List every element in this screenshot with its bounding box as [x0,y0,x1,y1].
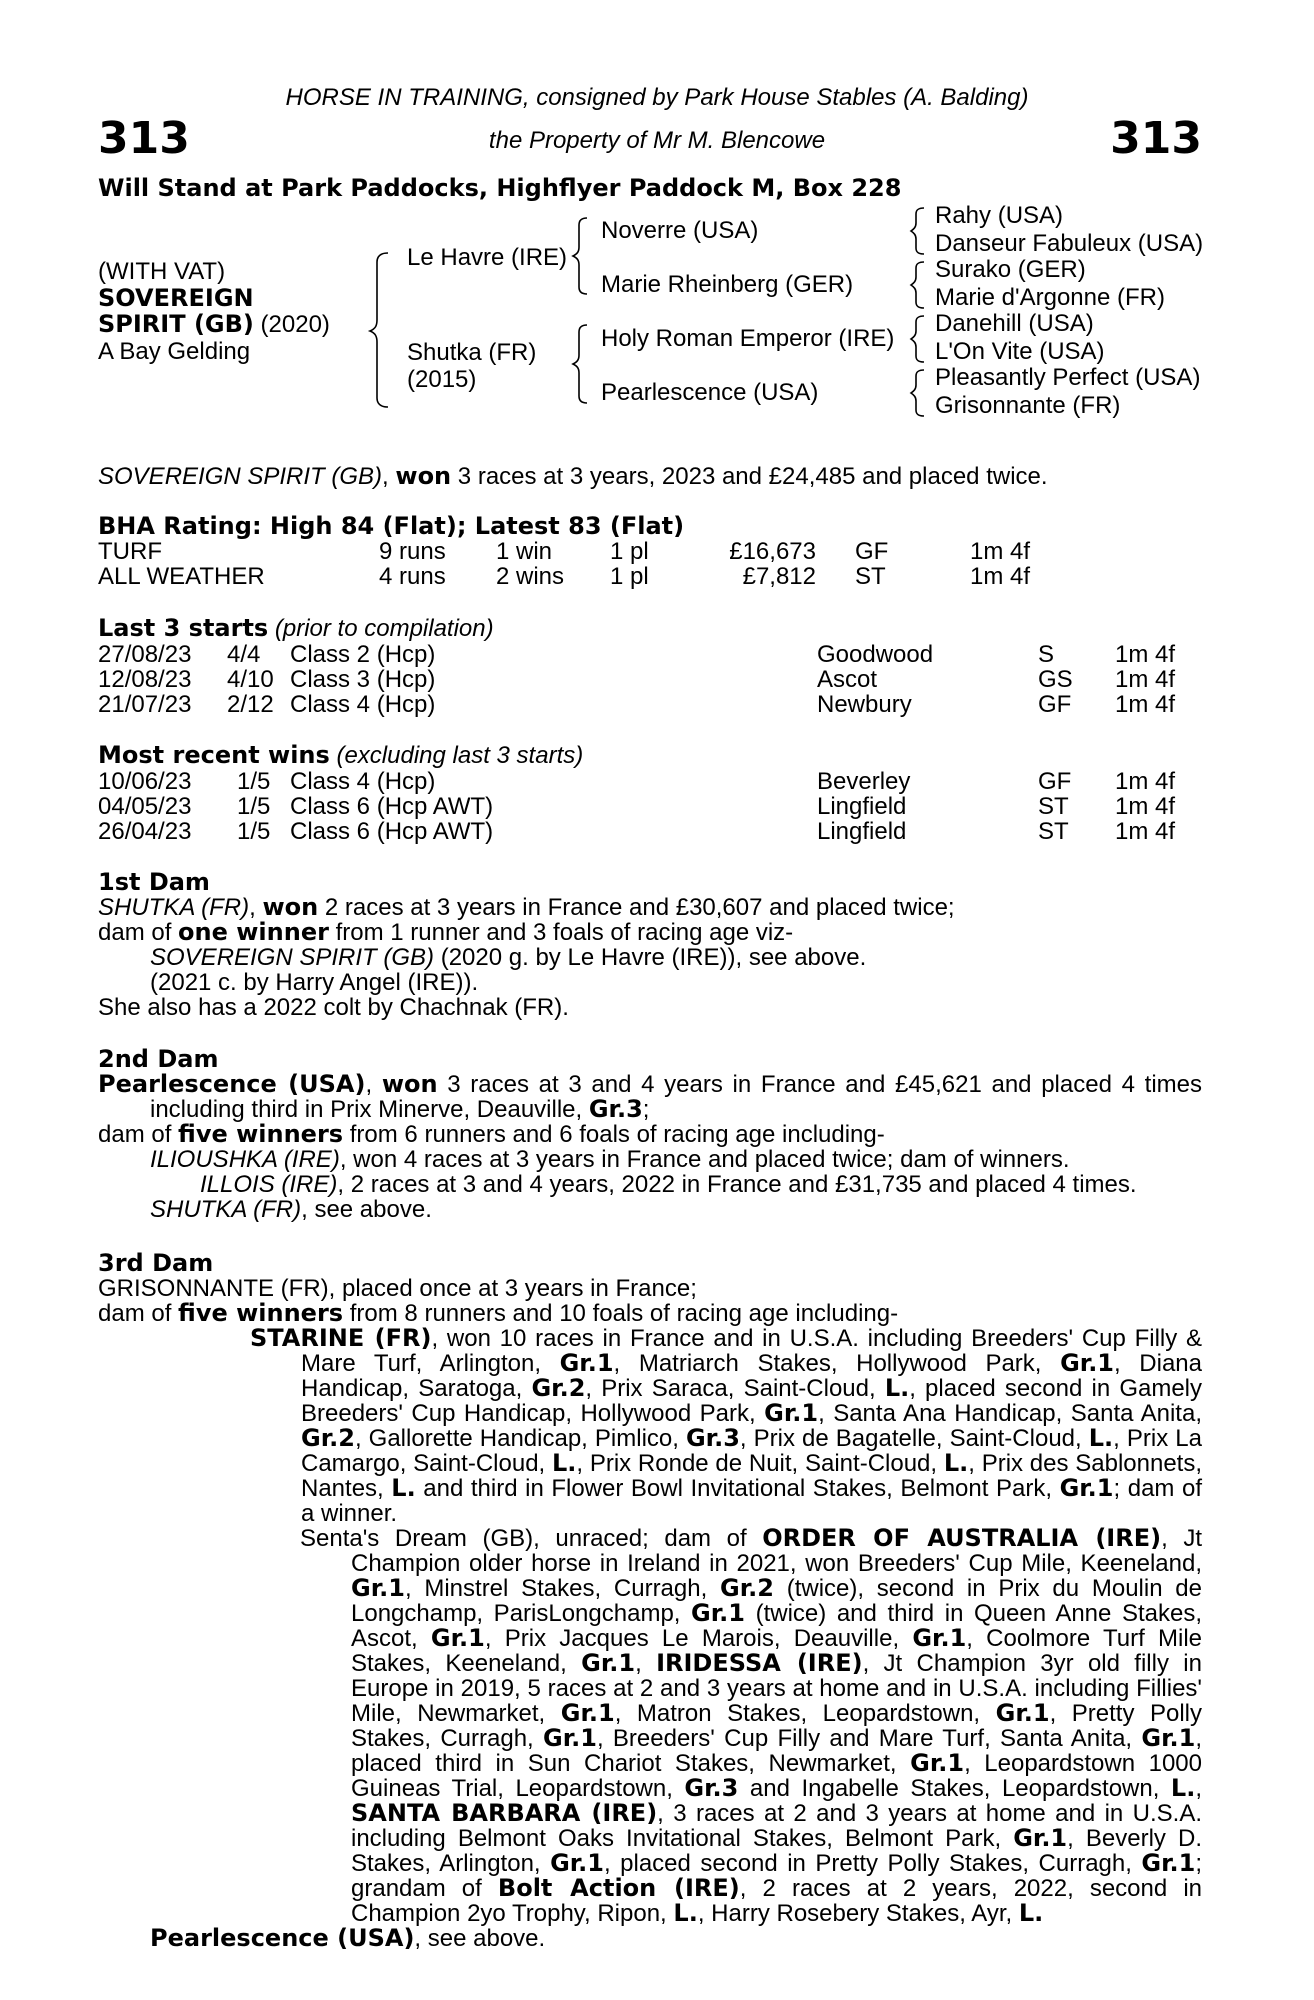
text: dam of [98,1300,179,1327]
going: S [1038,641,1055,668]
won-label: won [381,1070,438,1098]
runs: 9 runs [379,538,446,565]
bold-run: Gr.3 [685,1424,740,1452]
dam-dam: Pearlescence (USA) [601,379,819,406]
bold-run: Gr.1 [1141,1849,1196,1877]
text-run: , Prix La Camargo, Saint-Cloud, [301,1425,1202,1477]
race-class: Class 4 (Hcp) [290,691,436,718]
going: GF [1038,691,1072,718]
text-run: and third in Flower Bowl Invitational Stakes, Belmont Park, [415,1475,1060,1502]
prize: £16,673 [729,538,816,565]
bold-run: Gr.2 [531,1374,586,1402]
recent-title: Most recent wins [98,741,330,769]
won-label: won [262,893,319,921]
gen3-4: Marie d'Argonne (FR) [935,284,1165,311]
text-run: , Coolmore Turf Mile Stakes, Keeneland, [351,1625,1202,1677]
position: 2/12 [227,691,274,718]
rating-row-turf [98,539,1198,564]
senta-entry [98,1526,1202,1926]
gen3-1: Rahy (USA) [935,202,1064,229]
bold-run: L. [943,1449,969,1477]
produce-note: She also has a 2022 colt by Chachnak (FR). [98,994,569,1021]
dam-year: (2015) [407,366,477,393]
text-run: , Prix Ronde de Nuit, Saint-Cloud, [576,1450,944,1477]
recent-row [98,819,1198,844]
bold-run: Gr.1 [543,1724,597,1752]
text-run: , Matron Stakes, Leopardstown, [614,1700,996,1727]
text-run: , Gallorette Handicap, Pimlico, [354,1425,686,1452]
race-summary: SOVEREIGN SPIRIT (GB), won 3 races at 3 years, 2023 and £24,485 and placed twice. [98,462,1048,490]
text: from 8 runners and 10 foals of racing age including- [343,1300,899,1327]
third-dam-produce [98,1301,1202,1326]
produce-name: ILLOIS (IRE) [200,1171,338,1198]
bold-run: Gr.1 [1059,1474,1114,1502]
winner-count: five winners [178,1299,344,1327]
produce-text: (2020 g. by Le Havre (IRE)), see above. [434,944,867,971]
produce-entry [98,945,1202,970]
third-dam-record: GRISONNANTE (FR), placed once at 3 years in France; [98,1275,697,1302]
date: 10/06/23 [98,768,192,795]
bold-run: Gr.2 [301,1424,355,1452]
last3-heading [98,616,494,641]
bold-run: Gr.1 [995,1699,1050,1727]
text-run: Senta's Dream (GB), unraced; dam of [300,1525,763,1552]
race-class: Class 3 (Hcp) [290,666,436,693]
distance: 1m 4f [1115,793,1176,820]
horse-name-line1: SOVEREIGN [98,284,254,312]
date: 21/07/23 [98,691,192,718]
gen3-6: L'On Vite (USA) [935,338,1105,365]
text-run: , Jt Champion older horse in Ireland in 2021, won Breeders' Cup Mile, Keeneland, [351,1525,1202,1577]
text-run: , Leopardstown 1000 Guineas Trial, Leopardstown, [351,1750,1203,1802]
first-dam-produce [98,920,1202,945]
going: ST [855,563,886,590]
starine-entry [98,1326,1202,1526]
text-run: , [1195,1775,1203,1802]
dam-name: Pearlescence (USA) [98,1070,366,1098]
bold-run: SANTA BARBARA (IRE) [351,1799,658,1827]
rating-row-aw [98,564,1198,589]
bold-run: Gr.1 [691,1599,745,1627]
position: 1/5 [237,768,271,795]
bold-run: Gr.1 [550,1849,604,1877]
text-run: , 3 races at 2 and 3 years at home and in U.S.A. including Belmont Oaks Invitational Stakes, Belmont Park, [351,1800,1202,1852]
distance: 1m 4f [970,538,1031,565]
produce-entry [98,1926,1202,1951]
gen3-3: Surako (GER) [935,256,1086,283]
bold-run: Gr.3 [684,1774,739,1802]
course: Goodwood [817,641,934,668]
text-run: , placed second in Gamely Breeders' Cup Handicap, Hollywood Park, [301,1375,1203,1427]
bold-run: Gr.2 [720,1574,774,1602]
summary-horse: SOVEREIGN SPIRIT (GB) [98,463,383,490]
date: 04/05/23 [98,793,192,820]
bold-run: Bolt Action (IRE) [497,1874,740,1902]
produce-text: , won 4 races at 3 years in France and placed twice; dam of winners. [339,1146,1070,1173]
third-dam-section [98,1251,1202,1951]
date: 26/04/23 [98,818,192,845]
bold-run: Gr.1 [560,1699,615,1727]
sire-sire: Noverre (USA) [601,217,759,244]
text-run: , Diana Handicap, Saratoga, [301,1350,1203,1402]
bold-run: L. [551,1449,577,1477]
going: ST [1038,818,1069,845]
produce-text: , see above. [414,1925,546,1952]
bold-run: L. [884,1374,910,1402]
text-run: , Harry Rosebery Stakes, Ayr, [697,1900,1019,1927]
last3-row [98,692,1198,717]
gen3-5: Danehill (USA) [935,310,1094,337]
date: 27/08/23 [98,641,192,668]
bold-run: Gr.1 [430,1624,485,1652]
dam-sire: Holy Roman Emperor (IRE) [601,325,895,352]
bold-run: Gr.1 [912,1624,967,1652]
horse-name-2: SPIRIT (GB) [98,310,254,338]
race-class: Class 4 (Hcp) [290,768,436,795]
gen3-7: Pleasantly Perfect (USA) [935,364,1201,391]
text-run: (twice) and third in Queen Anne Stakes, Ascot, [351,1600,1202,1652]
text-run: , Prix Jacques Le Marois, Deauville, [484,1625,913,1652]
bold-run: Gr.1 [1141,1724,1196,1752]
date: 12/08/23 [98,666,192,693]
distance: 1m 4f [970,563,1031,590]
produce-name: Pearlescence (USA) [150,1924,415,1952]
text: 3 races at 3 and 4 years in France and £45,621 and placed 4 times including third in Prix Minerve, Deauville, [150,1071,1203,1123]
text-run: , [635,1650,657,1677]
second-dam-record [98,1072,1202,1122]
going: GF [1038,768,1072,795]
produce-name: SOVEREIGN SPIRIT (GB) [150,944,435,971]
bold-run: ORDER OF AUSTRALIA (IRE) [762,1524,1162,1552]
text: dam of [98,1121,179,1148]
horse-description: A Bay Gelding [98,338,251,365]
text-run: , Breeders' Cup Filly and Mare Turf, Santa Anita, [596,1725,1142,1752]
produce-name: SHUTKA (FR) [150,1196,302,1223]
gen3-8: Grisonnante (FR) [935,392,1121,419]
distance: 1m 4f [1115,641,1176,668]
bold-run: Gr.1 [764,1399,819,1427]
position: 4/10 [227,666,274,693]
distance: 1m 4f [1115,818,1176,845]
consignor-line: HORSE IN TRAINING, consigned by Park House Stables (A. Balding) [285,84,1029,111]
last3-note: (prior to compilation) [268,615,494,642]
text-run: , Prix de Bagatelle, Saint-Cloud, [739,1425,1089,1452]
recent-heading [98,743,583,768]
text-run: , Santa Ana Handicap, Santa Anita, [818,1400,1202,1427]
text-run: , placed second in Pretty Polly Stakes, Curragh, [604,1850,1142,1877]
property-line: the Property of Mr M. Blencowe [488,127,826,154]
produce-entry: (2021 c. by Harry Angel (IRE)). [150,969,479,996]
position: 1/5 [237,793,271,820]
pedigree-brackets [0,0,1314,420]
bold-run: L. [391,1474,416,1502]
distance: 1m 4f [1115,666,1176,693]
surface: ALL WEATHER [98,563,265,590]
text-run: , Pretty Polly Stakes, Curragh, [351,1700,1202,1752]
course: Lingfield [817,793,907,820]
lot-number-right: 313 [1110,113,1202,164]
race-class: Class 6 (Hcp AWT) [290,818,494,845]
sire-dam: Marie Rheinberg (GER) [601,271,854,298]
runs: 4 runs [379,563,446,590]
produce-text: , see above. [301,1196,432,1223]
placed: 1 pl [610,563,649,590]
last3-row [98,667,1198,692]
bold-run: Gr.1 [351,1574,405,1602]
last3-row [98,642,1198,667]
produce-entry [98,1147,1202,1172]
produce-entry [98,1172,1202,1197]
bold-run: Gr.1 [559,1349,614,1377]
produce-entry [98,1197,1202,1222]
bold-run: L. [1018,1899,1044,1927]
winner-count: five winners [178,1120,344,1148]
text-run: , Matriarch Stakes, Hollywood Park, [613,1350,1061,1377]
text: , [365,1071,382,1098]
last3-title: Last 3 starts [98,614,269,642]
first-dam-heading: 1st Dam [98,868,210,896]
summary-won: won [395,462,452,490]
bold-run: Gr.1 [1013,1824,1068,1852]
bold-run: L. [673,1899,698,1927]
text-run: , Prix des Sablonnets, Nantes, [301,1450,1203,1502]
going: GS [1038,666,1073,693]
bold-run: Gr.1 [910,1749,965,1777]
bold-run: L. [1170,1774,1196,1802]
distance: 1m 4f [1115,691,1176,718]
sire-name: Le Havre (IRE) [407,244,568,271]
surface: TURF [98,538,162,565]
gen3-2: Danseur Fabuleux (USA) [935,230,1204,257]
text-run: ; grandam of [351,1850,1202,1902]
recent-note: (excluding last 3 starts) [329,742,584,769]
produce-name: ILIOUSHKA (IRE) [150,1146,340,1173]
race-class: Class 2 (Hcp) [290,641,436,668]
prize: £7,812 [742,563,816,590]
wins: 2 wins [496,563,565,590]
course: Lingfield [817,818,907,845]
distance: 1m 4f [1115,768,1176,795]
race-class: Class 6 (Hcp AWT) [290,793,494,820]
stand-location: Will Stand at Park Paddocks, Highflyer Paddock M, Box 228 [98,174,902,202]
text-run: , placed third in Sun Chariot Stakes, Newmarket, [351,1725,1202,1777]
going: ST [1038,793,1069,820]
bold-run: Gr.1 [581,1649,636,1677]
text-run: ; dam of a winner. [301,1475,1202,1527]
first-dam-record: SHUTKA (FR), won 2 races at 3 years in France and £30,607 and placed twice; [98,893,955,921]
text-run: and Ingabelle Stakes, Leopardstown, [738,1775,1171,1802]
text: dam of [98,919,179,946]
text-run: , 2 races at 2 years, 2022, second in Champion 2yo Trophy, Ripon, [351,1875,1202,1927]
text-run: , Jt Champion 3yr old filly in Europe in 2019, 5 races at 2 and 3 years at home and in U.S.A. including Fillies' Mile, Newmarket, [351,1650,1202,1727]
third-dam-heading: 3rd Dam [98,1249,214,1277]
dam-name: Shutka (FR) [407,339,537,366]
dam-record-text: 2 races at 3 years in France and £30,607 and placed twice; [318,894,955,921]
grade: Gr.3 [588,1095,643,1123]
winner-count: one winner [178,918,329,946]
lot-number-left: 313 [98,113,190,164]
vat-label: (WITH VAT) [98,258,226,285]
horse-year: (2020) [260,311,330,338]
text-run: , Beverly D. Stakes, Arlington, [351,1825,1202,1877]
course: Ascot [817,666,878,693]
summary-rest: 3 races at 3 years, 2023 and £24,485 and placed twice. [451,463,1048,490]
dam-name: SHUTKA (FR) [98,894,250,921]
text: from 1 runner and 3 foals of racing age viz- [328,919,794,946]
bold-run: STARINE (FR) [250,1324,432,1352]
rating-heading: BHA Rating: High 84 (Flat); Latest 83 (Flat) [98,512,685,540]
second-dam-section [98,1047,1202,1222]
text-run: (twice), second in Prix du Moulin de Longchamp, ParisLongchamp, [351,1575,1202,1627]
text-run: , Minstrel Stakes, Curragh, [404,1575,721,1602]
recent-row [98,769,1198,794]
course: Newbury [817,691,912,718]
text-run: , won 10 races in France and in U.S.A. including Breeders' Cup Filly & Mare Turf, Arlington, [301,1325,1202,1377]
wins: 1 win [496,538,553,565]
bold-run: IRIDESSA (IRE) [656,1649,863,1677]
second-dam-heading: 2nd Dam [98,1045,219,1073]
going: GF [855,538,889,565]
produce-text: , 2 races at 3 and 4 years, 2022 in France and £31,735 and placed 4 times. [337,1171,1137,1198]
text: ; [642,1096,650,1123]
first-dam-section [98,870,1202,1020]
recent-row [98,794,1198,819]
second-dam-produce [98,1122,1202,1147]
position: 1/5 [237,818,271,845]
bold-run: Gr.1 [1060,1349,1115,1377]
text-run: , Prix Saraca, Saint-Cloud, [585,1375,885,1402]
position: 4/4 [227,641,261,668]
placed: 1 pl [610,538,649,565]
course: Beverley [817,768,911,795]
text: from 6 runners and 6 foals of racing age including- [343,1121,885,1148]
bold-run: L. [1088,1424,1114,1452]
